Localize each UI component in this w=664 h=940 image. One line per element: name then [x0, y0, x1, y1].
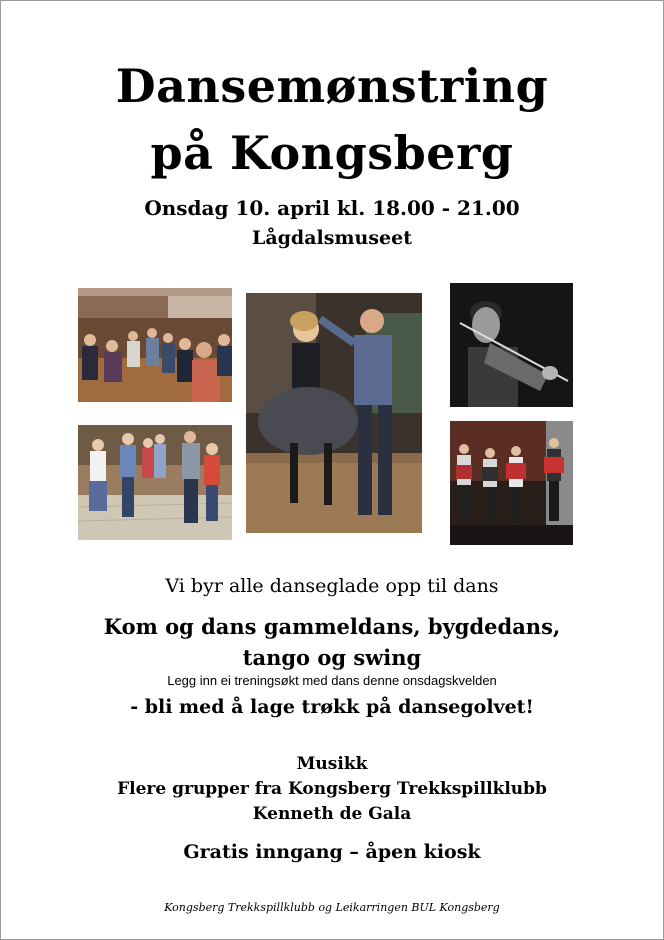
entry-text: Gratis inngang – åpen kiosk [183, 841, 481, 863]
event-venue: Lågdalsmuseet [251, 227, 413, 249]
poster-title-line2: på Kongsberg [150, 126, 514, 180]
photo-couple-dancing [246, 293, 422, 533]
photo-accordion-band [450, 421, 573, 545]
music-line2: Kenneth de Gala [252, 804, 412, 824]
invite-text: Vi byr alle danseglade opp til dans [165, 575, 499, 597]
photo-dancers-outdoors [78, 425, 232, 540]
headline-line2: tango og swing [242, 645, 422, 670]
event-date: Onsdag 10. april kl. 18.00 - 21.00 [144, 196, 520, 220]
music-heading: Musikk [296, 754, 368, 774]
photo-fiddler [450, 283, 573, 407]
poster-title-line1: Dansemønstring [115, 59, 549, 113]
organizer-footer: Kongsberg Trekkspillklubb og Leikarringen BUL Kongsberg [164, 901, 500, 914]
training-text: Legg inn ei treningsøkt med dans denne onsdagskvelden [167, 673, 497, 688]
join-text: - bli med å lage trøkk på dansegolvet! [130, 696, 534, 718]
headline-line1: Kom og dans gammeldans, bygdedans, [103, 614, 561, 639]
photo-dance-hall-crowd [78, 288, 232, 402]
music-line1: Flere grupper fra Kongsberg Trekkspillklubb [117, 779, 547, 799]
